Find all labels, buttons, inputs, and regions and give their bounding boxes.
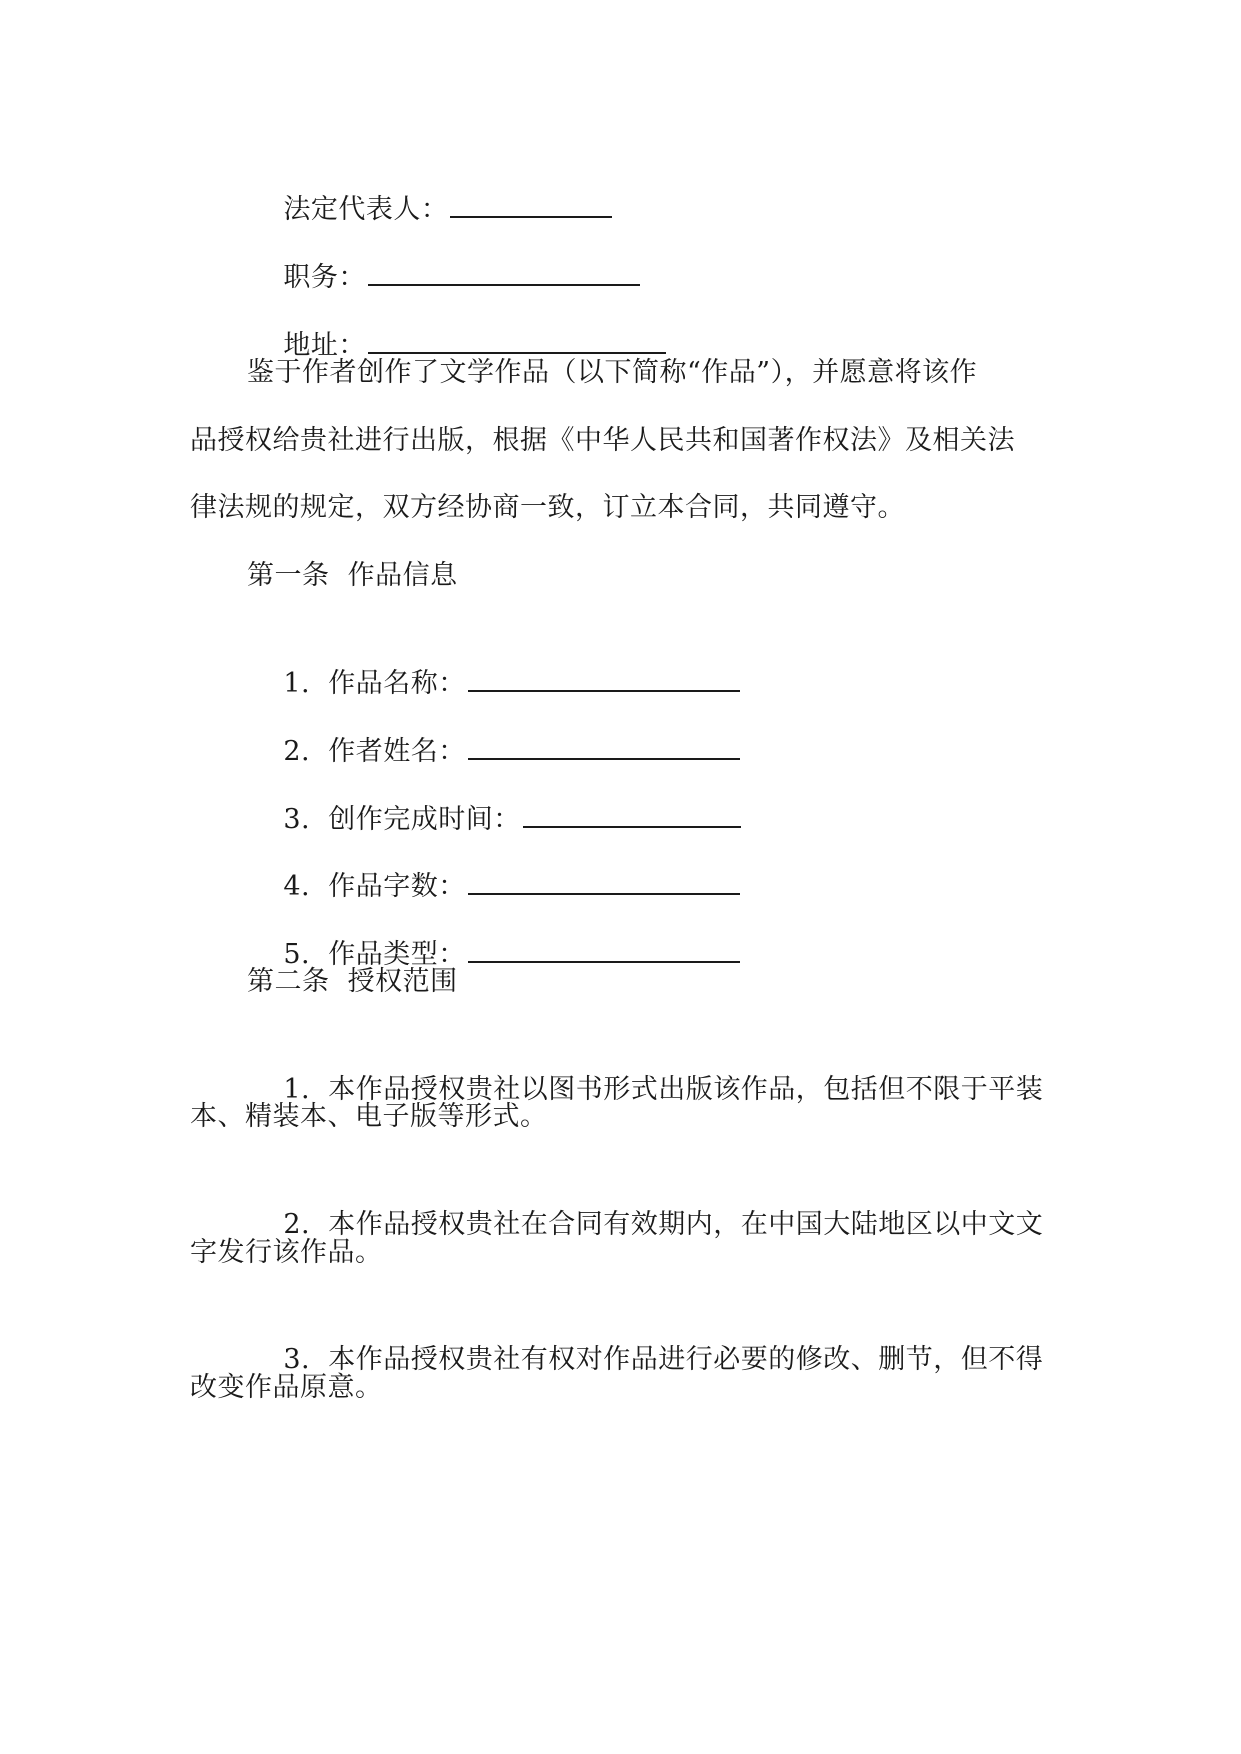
fill-in-blank <box>368 258 640 286</box>
fill-in-blank <box>468 867 740 895</box>
clause-line: 改变作品原意。 <box>190 1372 383 1403</box>
field-label: 地址： <box>283 330 366 361</box>
fill-in-blank <box>468 664 740 692</box>
article-2-title: 第二条 授权范围 <box>247 966 458 997</box>
item-number: 5. <box>283 939 311 970</box>
fill-in-blank <box>468 732 740 760</box>
clause-line: 字发行该作品。 <box>190 1237 383 1268</box>
item-label: 作品名称： <box>328 668 466 699</box>
item-number: 4. <box>283 871 311 902</box>
item-number: 2. <box>283 736 311 767</box>
preamble-line: 鉴于作者创作了文学作品（以下简称“作品”），并愿意将该作 <box>247 357 978 388</box>
article-1-title: 第一条 作品信息 <box>247 560 458 591</box>
item-label: 作者姓名： <box>328 736 466 767</box>
clause-text: 本作品授权贵社在合同有效期内，在中国大陆地区以中文文 <box>328 1209 1044 1240</box>
fill-in-blank <box>523 800 741 828</box>
field-label: 职务： <box>283 262 366 293</box>
item-number: 1. <box>283 668 311 699</box>
item-number: 3. <box>283 804 311 835</box>
preamble-line: 律法规的规定，双方经协商一致，订立本合同，共同遵守。 <box>190 492 905 523</box>
clause-number: 2. <box>283 1209 311 1240</box>
clause-text: 本作品授权贵社以图书形式出版该作品，包括但不限于平装 <box>328 1074 1044 1105</box>
fill-in-blank <box>450 190 612 218</box>
clause-text: 本作品授权贵社有权对作品进行必要的修改、删节，但不得 <box>328 1344 1044 1375</box>
preamble-line: 品授权给贵社进行出版，根据《中华人民共和国著作权法》及相关法 <box>190 425 1015 456</box>
item-label: 作品类型： <box>328 939 466 970</box>
item-label: 创作完成时间： <box>328 804 521 835</box>
clause-number: 3. <box>283 1344 311 1375</box>
clause-number: 1. <box>283 1074 311 1105</box>
item-label: 作品字数： <box>328 871 466 902</box>
clause-line: 本、精装本、电子版等形式。 <box>190 1101 548 1132</box>
field-label: 法定代表人： <box>283 194 449 225</box>
fill-in-blank <box>368 326 666 354</box>
fill-in-blank <box>468 935 740 963</box>
